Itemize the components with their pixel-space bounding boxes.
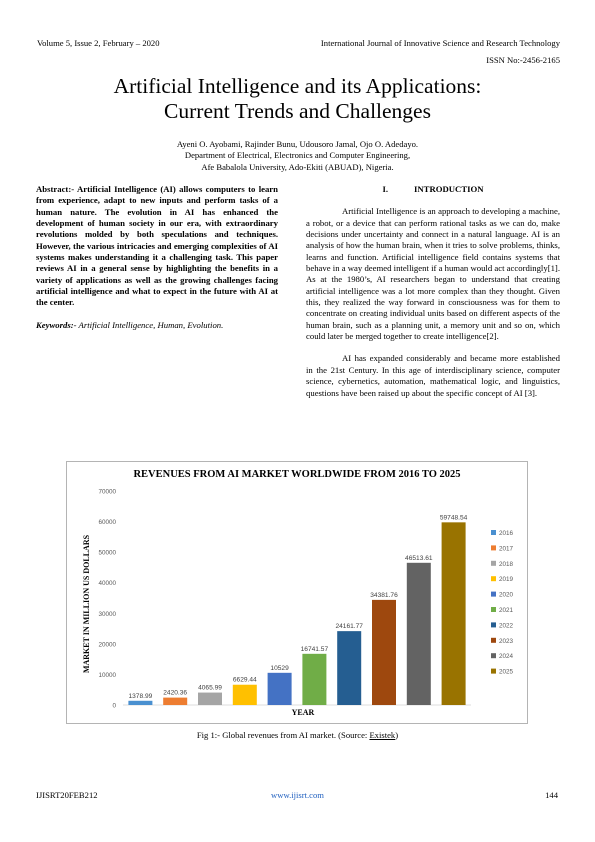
legend-label-2020: 2020 [499,591,514,599]
running-header-journal: International Journal of Innovative Science and Research Technology [320,38,560,48]
legend-label-2023: 2023 [499,637,514,645]
data-label-2023: 34381.76 [370,591,398,599]
data-label-2024: 46513.61 [405,554,433,562]
caption-text: Fig 1:- Global revenues from AI market. (Source: [196,730,370,740]
issn-label: ISSN No:-2456-2165 [486,55,560,65]
keywords-label: Keywords:- [36,319,77,330]
legend-label-2021: 2021 [499,607,514,614]
y-tick-label: 20000 [98,641,116,649]
title-line-2: Current Trends and Challenges [164,99,431,123]
data-label-2019: 6629.44 [232,676,257,684]
y-tick-label: 40000 [98,580,116,588]
revenue-chart [66,461,528,724]
footer-website-link[interactable]: www.ijisrt.com [271,790,324,800]
paper-title [0,74,595,124]
right-column [306,184,560,399]
caption-source: Existek [369,730,396,740]
data-label-2018: 4065.99 [198,684,222,692]
chart-canvas [67,462,527,723]
bar-2021 [302,654,326,705]
keywords-text: Artificial Intelligence, Human, Evolution. [76,319,224,330]
bar-2025 [442,522,466,705]
legend-label-2019: 2019 [499,576,514,584]
y-tick-label: 70000 [98,488,116,496]
data-label-2016: 1378.99 [128,692,153,700]
bar-2022 [337,631,361,705]
y-axis-title: MARKET IN MILLION US DOLLARS [82,534,91,674]
author-names: Ayeni O. Ayobami, Rajinder Bunu, Udousoro Jamal, Ojo O. Adedayo. [176,139,419,149]
section-title: INTRODUCTION [414,184,484,194]
data-label-2022: 24161.77 [335,623,363,631]
figure-caption [0,730,595,740]
author-block [0,139,595,173]
legend-swatch-2016 [491,530,496,535]
legend-swatch-2023 [491,638,496,643]
legend-label-2025: 2025 [499,668,514,676]
bar-2020 [268,673,292,705]
legend-label-2022: 2022 [499,622,514,630]
legend-swatch-2021 [491,607,496,612]
footer-paper-id: IJISRT20FEB212 [36,790,98,800]
y-tick-label: 30000 [98,610,116,618]
y-tick-label: 50000 [98,549,116,557]
legend-label-2018: 2018 [499,560,514,568]
author-affiliation: Afe Babalola University, Ado-Ekiti (ABUAD), Nigeria. [201,161,394,172]
chart-title: REVENUES FROM AI MARKET WORLDWIDE FROM 2016 TO 2025 [133,469,461,480]
y-tick-label: 10000 [98,671,116,679]
bar-2016 [128,701,152,705]
legend-swatch-2017 [491,545,496,550]
legend-label-2017: 2017 [499,545,514,553]
legend-swatch-2019 [491,576,496,581]
x-axis-title: YEAR [291,708,315,717]
page-number: 144 [545,790,558,800]
author-department: Department of Electrical, Electronics and Computer Engineering, [184,150,411,161]
section-heading [306,184,560,195]
legend-swatch-2018 [491,561,496,566]
bar-2019 [233,685,257,705]
data-label-2025: 59748.54 [439,514,468,522]
running-header-volume: Volume 5, Issue 2, February – 2020 [37,38,160,48]
y-tick-label: 60000 [98,519,116,527]
y-tick-label: 0 [112,702,116,710]
paragraph-1: Artificial Intelligence is an approach to developing a machine, a robot, or a device that can perform rational tasks as we can do, make decisions under uncertainty and connect in a natural language. AI is an analysis of how the human brain, when it tries to solve problems, thinks, learns and function. Artificial intelligence field contains systems that behave in a way deemed intelligent if a human would act accordingly[1]. As at the 1980’s, AI researchers began to understand that creating artificial intelligence was a lot more complex than they thought. Given this, they realized the way forward in consciousness was for them to concentrate on creating individual units based on different aspects of the human brain, such as a planning unit, a memory unit and so on, which could later be merged together to create intelligence[2]. [306,206,560,342]
bar-2024 [407,563,431,705]
bar-2018 [198,693,222,705]
data-label-2020: 10529 [270,664,289,672]
left-column [36,184,278,331]
bar-2017 [163,698,187,705]
legend-label-2016: 2016 [499,530,514,537]
caption-close: ) [395,730,399,740]
legend-swatch-2022 [491,622,496,627]
data-label-2021: 16741.57 [300,645,329,653]
legend-label-2024: 2024 [499,653,514,661]
legend-swatch-2024 [491,653,496,658]
paragraph-2: AI has expanded considerably and became more established in the 21st Century. In this age of interdisciplinary science, computer science, cybernetics, automation, mathematical logic, and linguistics, questions have been raised up about the specific concept of AI [3]. [306,353,560,398]
data-label-2017: 2420.36 [163,689,188,697]
title-line-1: Artificial Intelligence and its Applications: [113,74,482,98]
legend-swatch-2025 [491,669,496,674]
bar-2023 [372,600,396,705]
section-number: I. [382,184,389,194]
abstract: Abstract:- Artificial Intelligence (AI) allows computers to learn from experience, adapt to new inputs and perform tasks of a human nature. The evolution in AI has enhanced the development of human society in our era, with extraordinary revolutions molded by both speculations and techniques. However, the various intricacies and emerging complexities of AI systems makes understanding it a challenging task. This paper reviews AI in a general sense by highlighting the benefits in a variety of applications as well as the growing challenges facing artificial intelligence and what to expect in the future with AI at the center. [36,184,278,308]
keywords [36,320,278,331]
legend-swatch-2020 [491,592,496,597]
